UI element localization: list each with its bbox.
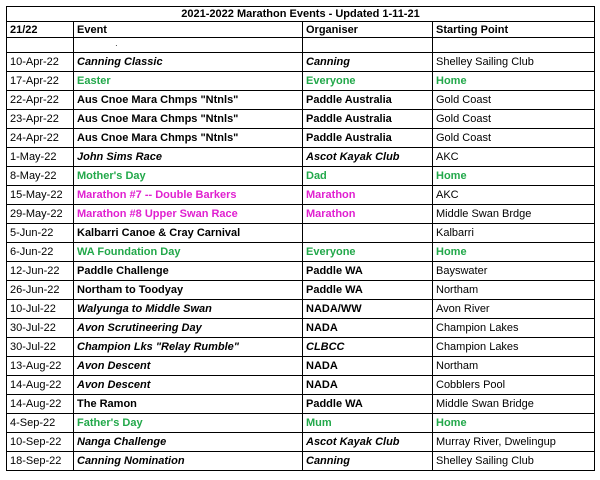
- date-cell: 14-Aug-22: [7, 376, 74, 395]
- event-cell: Northam to Toodyay: [74, 281, 303, 300]
- starting-point-cell: Kalbarri: [433, 224, 595, 243]
- organiser-cell: Paddle WA: [303, 262, 433, 281]
- table-row: [7, 262, 595, 281]
- header-starting-point: Starting Point: [433, 22, 595, 38]
- date-cell: 10-Sep-22: [7, 433, 74, 452]
- table-row: [7, 53, 595, 72]
- table-row: [7, 186, 595, 205]
- organiser-cell: NADA: [303, 376, 433, 395]
- table-row: [7, 395, 595, 414]
- date-cell: 1-May-22: [7, 148, 74, 167]
- organiser-cell: Paddle Australia: [303, 129, 433, 148]
- organiser-cell: Ascot Kayak Club: [303, 433, 433, 452]
- starting-point-cell: Gold Coast: [433, 129, 595, 148]
- table-row: [7, 148, 595, 167]
- table-row: [7, 281, 595, 300]
- spacer-cell: [433, 38, 595, 53]
- spacer-cell: [74, 38, 303, 53]
- spacer-mark: ·: [115, 41, 118, 50]
- starting-point-cell: Murray River, Dwelingup: [433, 433, 595, 452]
- date-cell: 10-Jul-22: [7, 300, 74, 319]
- marathon-events-table: [6, 6, 595, 471]
- date-cell: 15-May-22: [7, 186, 74, 205]
- organiser-cell: Paddle WA: [303, 395, 433, 414]
- header-organiser: Organiser: [303, 22, 433, 38]
- starting-point-cell: Middle Swan Bridge: [433, 395, 595, 414]
- starting-point-cell: Shelley Sailing Club: [433, 53, 595, 72]
- table-row: [7, 414, 595, 433]
- table-row: [7, 129, 595, 148]
- starting-point-cell: Gold Coast: [433, 110, 595, 129]
- date-cell: 5-Jun-22: [7, 224, 74, 243]
- starting-point-cell: AKC: [433, 186, 595, 205]
- organiser-cell: Paddle WA: [303, 281, 433, 300]
- event-cell: Avon Descent: [74, 357, 303, 376]
- event-cell: Champion Lks "Relay Rumble": [74, 338, 303, 357]
- starting-point-cell: Gold Coast: [433, 91, 595, 110]
- table-title: 2021-2022 Marathon Events - Updated 1-11-21: [7, 7, 595, 22]
- table-row: [7, 300, 595, 319]
- date-cell: 22-Apr-22: [7, 91, 74, 110]
- organiser-cell: Canning: [303, 53, 433, 72]
- date-cell: 18-Sep-22: [7, 452, 74, 471]
- date-cell: 8-May-22: [7, 167, 74, 186]
- starting-point-cell: Avon River: [433, 300, 595, 319]
- date-cell: 29-May-22: [7, 205, 74, 224]
- event-cell: Aus Cnoe Mara Chmps "Ntnls": [74, 91, 303, 110]
- date-cell: 10-Apr-22: [7, 53, 74, 72]
- organiser-cell: Everyone: [303, 243, 433, 262]
- table-row: [7, 376, 595, 395]
- starting-point-cell: Champion Lakes: [433, 319, 595, 338]
- table-row: [7, 224, 595, 243]
- table-row: [7, 357, 595, 376]
- starting-point-cell: Middle Swan Brdge: [433, 205, 595, 224]
- organiser-cell: Mum: [303, 414, 433, 433]
- starting-point-cell: Home: [433, 167, 595, 186]
- event-cell: Canning Classic: [74, 53, 303, 72]
- event-cell: Avon Scrutineering Day: [74, 319, 303, 338]
- event-cell: Paddle Challenge: [74, 262, 303, 281]
- table-row: [7, 338, 595, 357]
- spacer-row: [7, 38, 595, 53]
- table-row: [7, 243, 595, 262]
- starting-point-cell: Home: [433, 243, 595, 262]
- organiser-cell: NADA: [303, 357, 433, 376]
- starting-point-cell: AKC: [433, 148, 595, 167]
- event-cell: Kalbarri Canoe & Cray Carnival: [74, 224, 303, 243]
- starting-point-cell: Champion Lakes: [433, 338, 595, 357]
- starting-point-cell: Home: [433, 72, 595, 91]
- starting-point-cell: Cobblers Pool: [433, 376, 595, 395]
- organiser-cell: [303, 224, 433, 243]
- starting-point-cell: Northam: [433, 281, 595, 300]
- date-cell: 12-Jun-22: [7, 262, 74, 281]
- organiser-cell: NADA: [303, 319, 433, 338]
- organiser-cell: Paddle Australia: [303, 110, 433, 129]
- date-cell: 30-Jul-22: [7, 338, 74, 357]
- organiser-cell: Paddle Australia: [303, 91, 433, 110]
- event-cell: Marathon #8 Upper Swan Race: [74, 205, 303, 224]
- starting-point-cell: Home: [433, 414, 595, 433]
- date-cell: 14-Aug-22: [7, 395, 74, 414]
- organiser-cell: NADA/WW: [303, 300, 433, 319]
- date-cell: 6-Jun-22: [7, 243, 74, 262]
- event-cell: Walyunga to Middle Swan: [74, 300, 303, 319]
- title-row: [7, 7, 595, 22]
- organiser-cell: Marathon: [303, 186, 433, 205]
- event-cell: Aus Cnoe Mara Chmps "Ntnls": [74, 129, 303, 148]
- table-row: [7, 205, 595, 224]
- organiser-cell: Everyone: [303, 72, 433, 91]
- table-row: [7, 167, 595, 186]
- date-cell: 23-Apr-22: [7, 110, 74, 129]
- event-cell: Father's Day: [74, 414, 303, 433]
- event-cell: The Ramon: [74, 395, 303, 414]
- organiser-cell: CLBCC: [303, 338, 433, 357]
- spacer-cell: [303, 38, 433, 53]
- event-cell: Aus Cnoe Mara Chmps "Ntnls": [74, 110, 303, 129]
- header-event: Event: [74, 22, 303, 38]
- event-cell: Nanga Challenge: [74, 433, 303, 452]
- table-row: [7, 433, 595, 452]
- table-row: [7, 452, 595, 471]
- event-cell: WA Foundation Day: [74, 243, 303, 262]
- date-cell: 13-Aug-22: [7, 357, 74, 376]
- date-cell: 24-Apr-22: [7, 129, 74, 148]
- spacer-cell: [7, 38, 74, 53]
- starting-point-cell: Northam: [433, 357, 595, 376]
- date-cell: 17-Apr-22: [7, 72, 74, 91]
- event-cell: Avon Descent: [74, 376, 303, 395]
- header-row: [7, 22, 595, 38]
- event-cell: John Sims Race: [74, 148, 303, 167]
- date-cell: 30-Jul-22: [7, 319, 74, 338]
- header-date: 21/22: [7, 22, 74, 38]
- organiser-cell: Ascot Kayak Club: [303, 148, 433, 167]
- date-cell: 4-Sep-22: [7, 414, 74, 433]
- organiser-cell: Canning: [303, 452, 433, 471]
- table-row: [7, 72, 595, 91]
- table-row: [7, 91, 595, 110]
- date-cell: 26-Jun-22: [7, 281, 74, 300]
- event-cell: Mother's Day: [74, 167, 303, 186]
- table-row: [7, 319, 595, 338]
- event-cell: Easter: [74, 72, 303, 91]
- event-cell: Canning Nomination: [74, 452, 303, 471]
- organiser-cell: Marathon: [303, 205, 433, 224]
- starting-point-cell: Shelley Sailing Club: [433, 452, 595, 471]
- starting-point-cell: Bayswater: [433, 262, 595, 281]
- table-row: [7, 110, 595, 129]
- organiser-cell: Dad: [303, 167, 433, 186]
- event-cell: Marathon #7 -- Double Barkers: [74, 186, 303, 205]
